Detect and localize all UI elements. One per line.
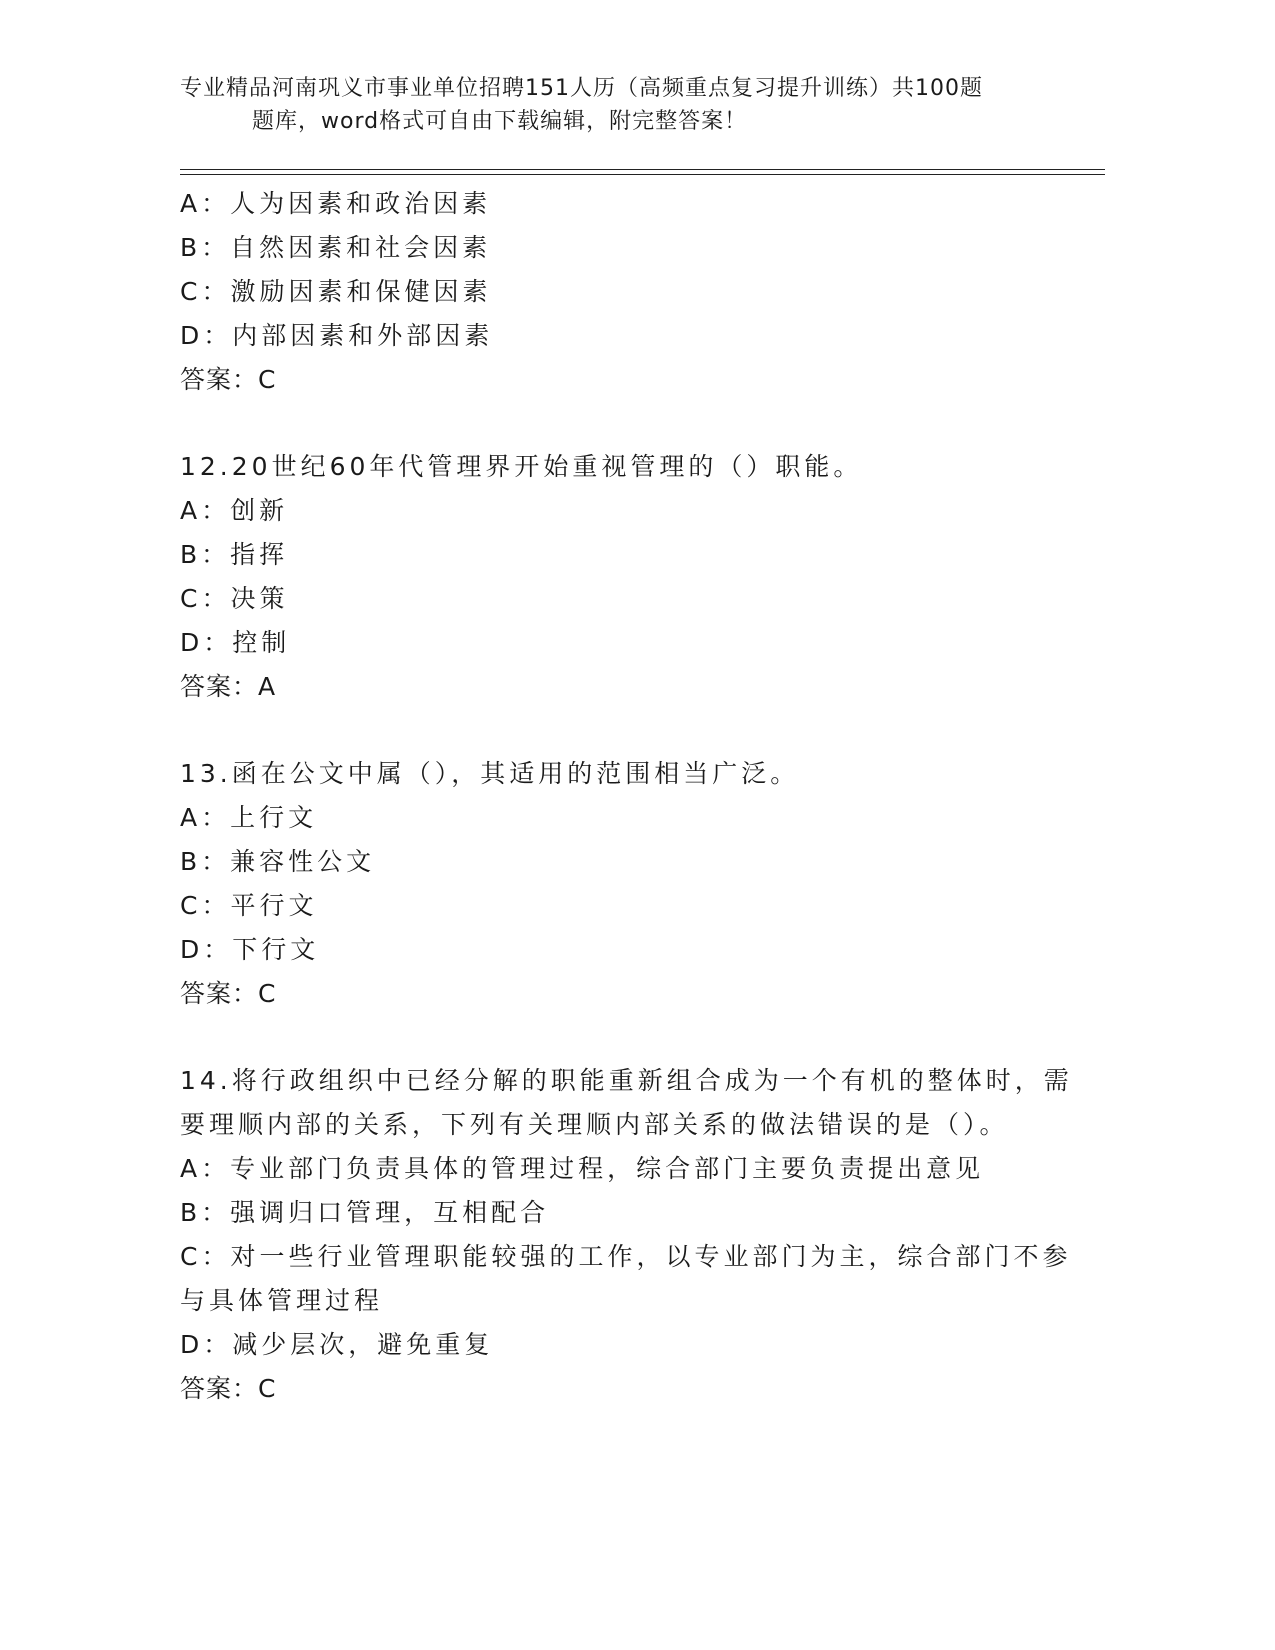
option-c-line1: C：对一些行业管理职能较强的工作，以专业部门为主，综合部门不参 (180, 1242, 1072, 1271)
option-b: B：强调归口管理，互相配合 (180, 1198, 550, 1227)
question-text-line2: 要理顺内部的关系，下列有关理顺内部关系的做法错误的是（）。 (180, 1110, 1009, 1139)
option-c: C：平行文 (180, 891, 318, 920)
question-14 (180, 1059, 1073, 1411)
answer: 答案：C (180, 979, 277, 1008)
answer: 答案：C (180, 1374, 277, 1403)
question-list (180, 182, 1073, 1411)
question-text: 13.函在公文中属（），其适用的范围相当广泛。 (180, 759, 800, 788)
spacer (180, 709, 1040, 752)
option-a: A：人为因素和政治因素 (180, 189, 492, 218)
spacer (180, 402, 1040, 445)
option-c: C：决策 (180, 584, 289, 613)
option-b: B：兼容性公文 (180, 847, 376, 876)
header-divider-bottom (180, 174, 1105, 175)
option-c: C：激励因素和保健因素 (180, 277, 492, 306)
header-title-line2: 题库，word格式可自由下载编辑，附完整答案！ (252, 109, 748, 134)
question-text-line1: 14.将行政组织中已经分解的职能重新组合成为一个有机的整体时，需 (180, 1066, 1073, 1095)
option-a: A：上行文 (180, 803, 318, 832)
option-a: A：创新 (180, 496, 289, 525)
option-d: D：下行文 (180, 935, 320, 964)
option-d: D：控制 (180, 628, 291, 657)
question-11 (180, 182, 1040, 402)
answer: 答案：A (180, 672, 277, 701)
option-d: D：减少层次，避免重复 (180, 1330, 494, 1359)
option-c-line2: 与具体管理过程 (180, 1286, 384, 1315)
option-b: B：指挥 (180, 540, 289, 569)
option-a: A：专业部门负责具体的管理过程，综合部门主要负责提出意见 (180, 1154, 985, 1183)
spacer (180, 1016, 1040, 1059)
question-12 (180, 445, 1040, 709)
question-13 (180, 752, 1040, 1016)
option-b: B：自然因素和社会因素 (180, 233, 492, 262)
header-title-line1: 专业精品河南巩义市事业单位招聘151人历（高频重点复习提升训练）共100题 (180, 76, 983, 101)
question-text: 12.20世纪60年代管理界开始重视管理的（）职能。 (180, 452, 863, 481)
document-header (180, 72, 1040, 138)
option-d: D：内部因素和外部因素 (180, 321, 494, 350)
answer: 答案：C (180, 365, 277, 394)
header-divider-top (180, 169, 1105, 170)
